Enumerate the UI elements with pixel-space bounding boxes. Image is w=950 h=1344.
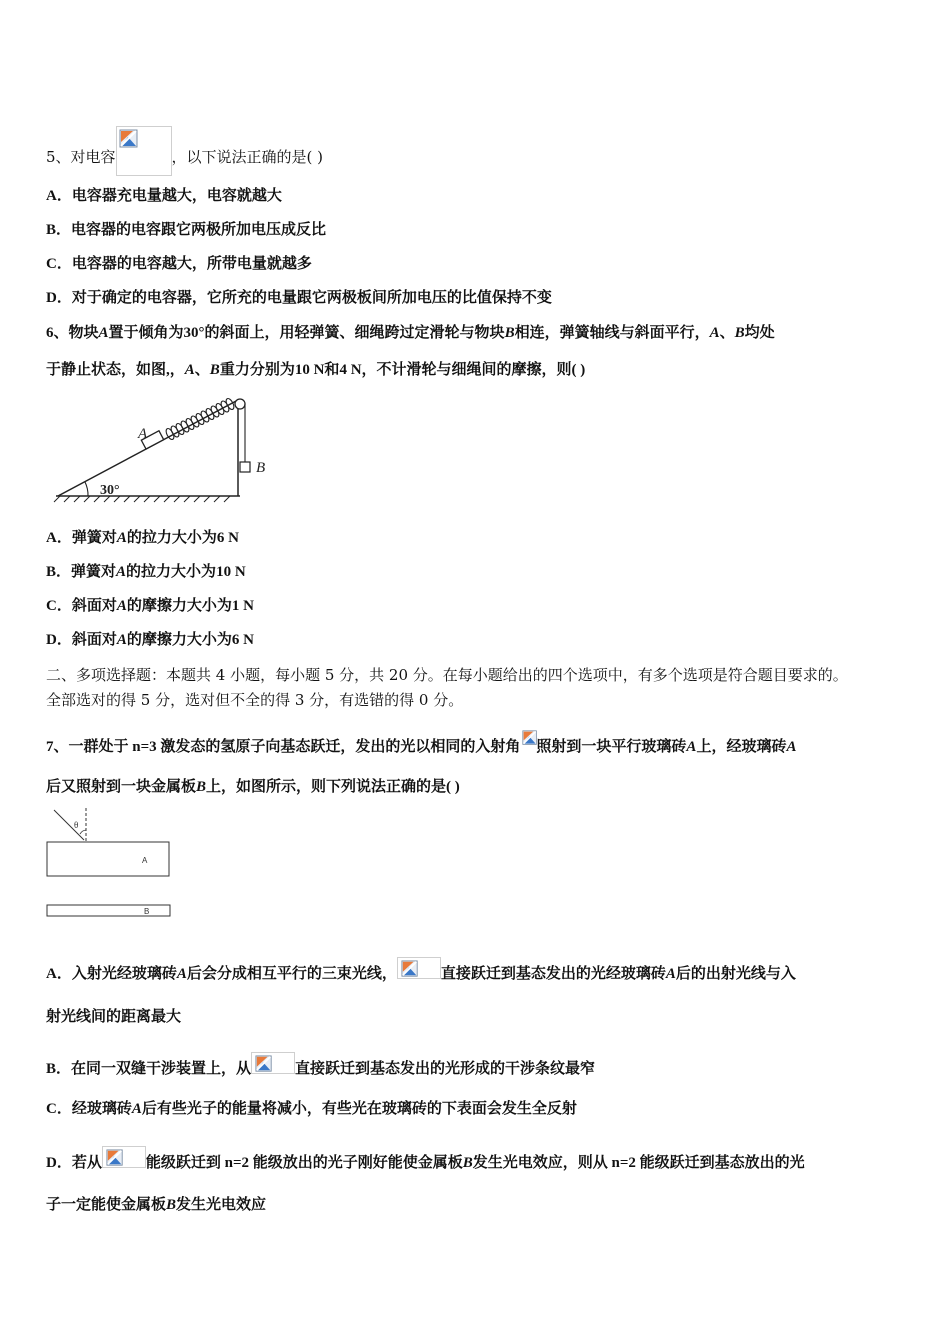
q6-stem-line1: 6、物块A置于倾角为30°的斜面上，用轻弹簧、细绳跨过定滑轮与物块B相连，弹簧轴线与斜面平行，A、B均处 xyxy=(46,325,775,341)
q7-option-b: B．在同一双缝干涉装置上，从 直接跃迁到基态发出的光形成的干涉条纹最窄 xyxy=(46,1052,595,1079)
q7-option-d-continued: 子一定能使金属板B发生光电效应 xyxy=(46,1197,267,1213)
q6-option-d: D．斜面对A的摩擦力大小为6 N xyxy=(46,632,254,648)
q5-option-c: C．电容器的电容越大，所带电量就越多 xyxy=(46,256,312,272)
q6-incline-figure xyxy=(50,392,282,504)
q5-stem: 5、对电容 ，以下说法正确的是( ) xyxy=(46,126,323,176)
q7-option-c: C．经玻璃砖A后有些光子的能量将减小，有些光在玻璃砖的下表面会发生全反射 xyxy=(46,1101,577,1117)
q7-option-a: A．入射光经玻璃砖A后会分成相互平行的三束光线， 直接跃迁到基态发出的光经玻璃砖A后的出射光线与入 xyxy=(46,957,796,984)
q6-figure-angle: 30° xyxy=(100,483,120,498)
section2-heading-line2: 全部选对的得 5 分，选对但不全的得 3 分，有选错的得 0 分。 xyxy=(46,691,464,709)
broken-image-icon xyxy=(116,126,172,176)
q5-option-d: D．对于确定的电容器，它所充的电量跟它两极板间所加电压的比值保持不变 xyxy=(46,290,552,306)
q7-glass-figure xyxy=(44,806,178,920)
broken-image-icon xyxy=(520,727,536,749)
q7-figure-label-b: B xyxy=(144,907,150,916)
q5-option-a: A．电容器充电量越大，电容就越大 xyxy=(46,188,282,204)
q6-option-a: A．弹簧对A的拉力大小为6 N xyxy=(46,530,239,546)
q6-figure-label-b: B xyxy=(256,460,266,476)
q7-figure-theta: θ xyxy=(74,820,79,830)
q7-figure-label-a: A xyxy=(142,856,148,865)
q7-option-a-continued: 射光线间的距离最大 xyxy=(46,1009,182,1025)
q7-stem-line2: 后又照射到一块金属板B上，如图所示，则下列说法正确的是( ) xyxy=(46,779,460,795)
q6-stem-line2: 于静止状态，如图,，A、B重力分别为10 N和4 N，不计滑轮与细绳间的摩擦，则( ) xyxy=(46,362,586,378)
q6-option-c: C．斜面对A的摩擦力大小为1 N xyxy=(46,598,254,614)
q7-stem-line1: 7、一群处于 n=3 激发态的氢原子向基态跃迁，发出的光以相同的入射角 照射到一块平行玻璃砖A上，经玻璃砖A xyxy=(46,727,796,757)
section2-heading-line1: 二、多项选择题：本题共 4 小题，每小题 5 分，共 20 分。在每小题给出的四个选项中，有多个选项是符合题目要求的。 xyxy=(46,666,848,684)
q6-option-b: B．弹簧对A的拉力大小为10 N xyxy=(46,564,246,580)
q6-figure-label-a: A xyxy=(138,426,148,442)
broken-image-icon xyxy=(251,1052,295,1074)
q5-option-b: B．电容器的电容跟它两极所加电压成反比 xyxy=(46,222,327,238)
q7-option-d: D．若从 能级跃迁到 n=2 能级放出的光子刚好能使金属板B发生光电效应，则从 n=2 能级跃迁到基态放出的光 xyxy=(46,1146,805,1173)
broken-image-icon xyxy=(397,957,441,979)
broken-image-icon xyxy=(102,1146,146,1168)
